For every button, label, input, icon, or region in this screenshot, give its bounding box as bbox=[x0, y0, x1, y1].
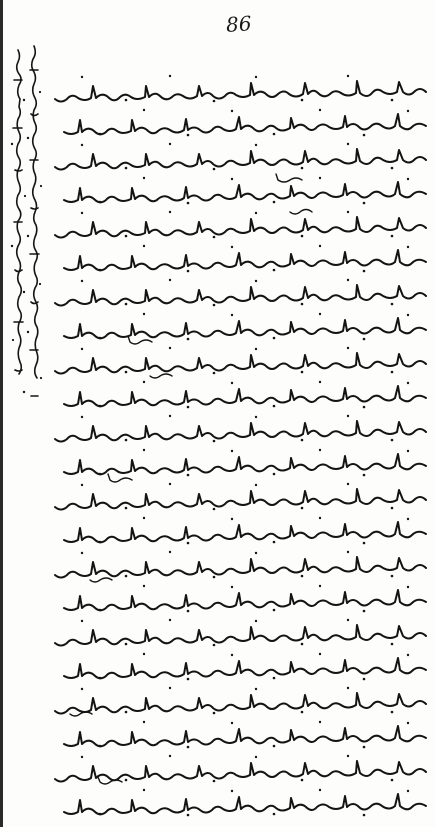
manuscript-ink bbox=[52, 70, 430, 822]
manuscript-body bbox=[52, 70, 430, 822]
page-number: 86 bbox=[225, 11, 253, 37]
page-edge bbox=[0, 0, 3, 827]
margin-note bbox=[6, 40, 46, 430]
margin-note-ink bbox=[6, 40, 46, 430]
